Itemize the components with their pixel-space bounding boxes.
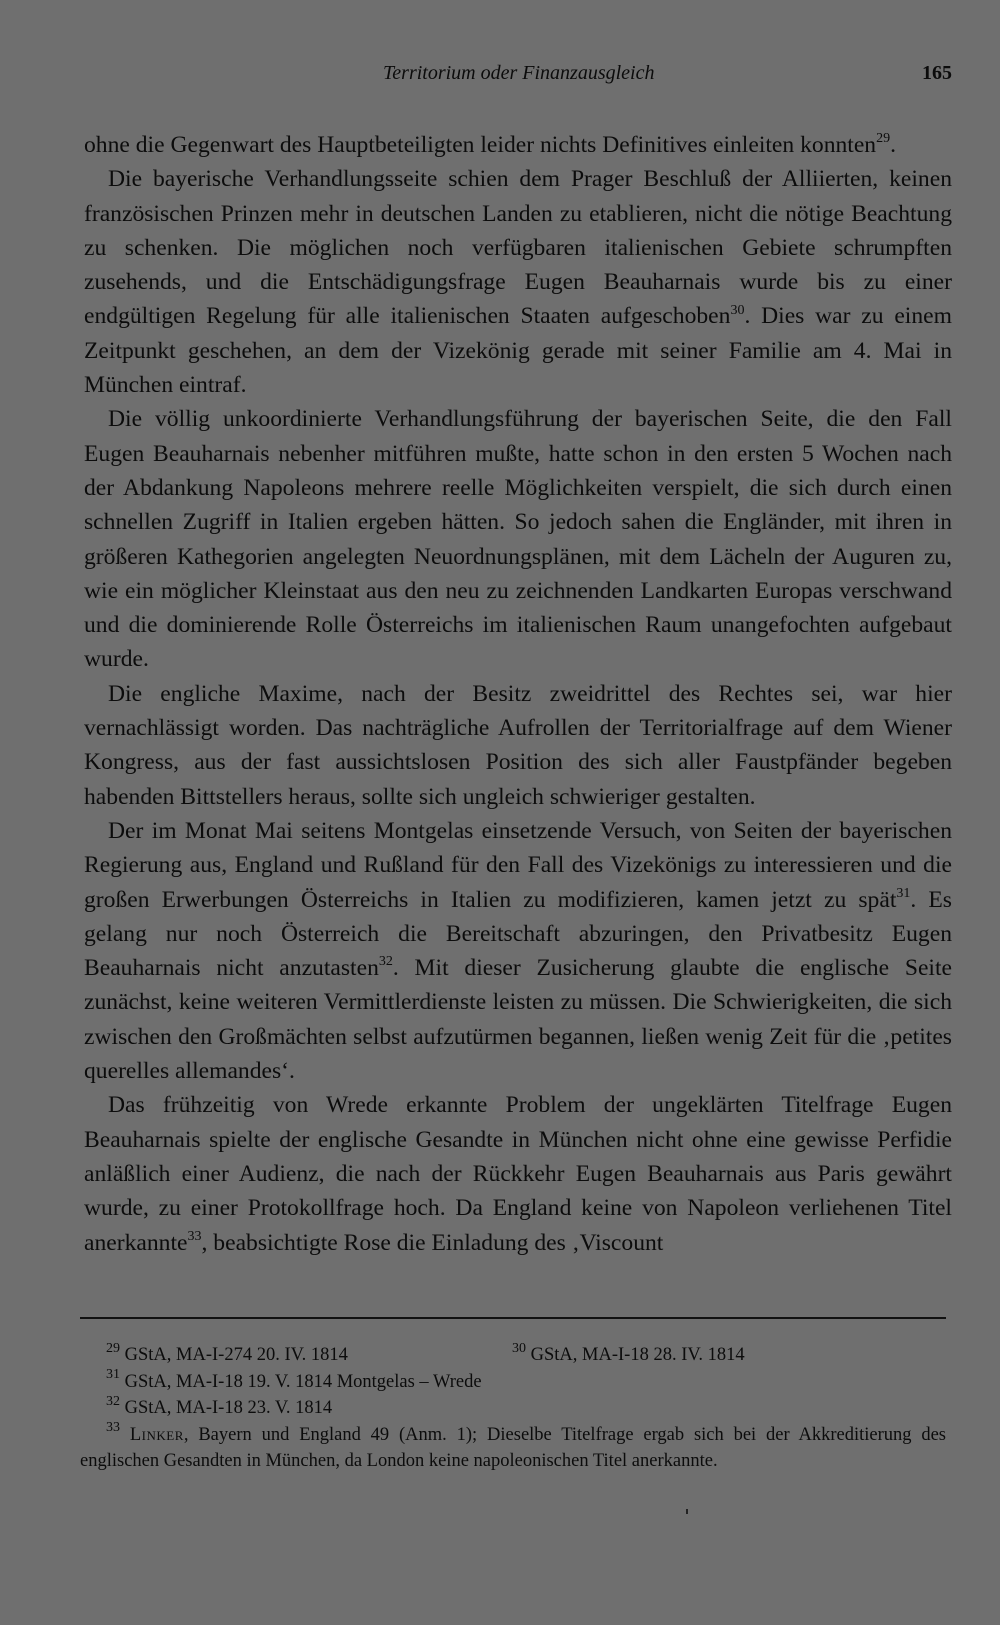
footnote-ref: 30 bbox=[730, 302, 745, 318]
footnote-ref: 29 bbox=[876, 131, 891, 147]
footnote-ref: 31 bbox=[896, 885, 911, 901]
paragraph bbox=[84, 814, 952, 1088]
footnote-author: Linker bbox=[129, 1424, 184, 1445]
footnote-32 bbox=[80, 1395, 946, 1422]
footnote-number: 31 bbox=[106, 1367, 120, 1383]
footnote-number: 32 bbox=[106, 1393, 120, 1409]
footnote-30 bbox=[512, 1342, 745, 1369]
paragraph-text: . Mit dieser Zusicherung glaubte die englische Seite zunächst, keine weiteren Vermittlerdienste leisten zu müssen. Die Schwierigkeiten, die sich zwischen den Großmächten selbst aufzutürmen begannen, ließen wenig Zeit für die ‚petites querelles allemandes‘. bbox=[84, 955, 953, 1085]
paragraph-text: Die engliche Maxime, nach der Besitz zweidrittel des Rechtes sei, war hier vernachlässigt worden. Das nachträgliche Aufrollen der Territorialfrage auf dem Wiener Kongress, aus der fast aussichtslosen Position des sich aller Faustpfänder begeben habenden Bittstellers heraus, sollte sich ungleich schwieriger gestalten. bbox=[84, 680, 952, 810]
paragraph bbox=[84, 1088, 952, 1259]
footnote-number: 30 bbox=[512, 1340, 526, 1356]
footnote-29 bbox=[106, 1340, 348, 1365]
footnote-text: GStA, MA-I-18 23. V. 1814 bbox=[124, 1398, 333, 1418]
page-number: 165 bbox=[922, 62, 952, 84]
footnote-text: , Bayern und England 49 (Anm. 1); Dieselbe Titelfrage ergab sich bei der Akkreditierung des englischen Gesandten in München, da London keine napoleonischen Titel anerkannte. bbox=[80, 1424, 946, 1471]
footnote-number: 29 bbox=[106, 1340, 120, 1356]
footnote-ref: 33 bbox=[187, 1228, 202, 1244]
footnote-text: GStA, MA-I-18 28. IV. 1814 bbox=[530, 1345, 745, 1365]
footnote-33 bbox=[80, 1422, 946, 1475]
paragraph-text: Das frühzeitig von Wrede erkannte Problem der ungeklärten Titelfrage Eugen Beauharnais spielte der englische Gesandte in München nicht ohne eine gewisse Perfidie anläßlich einer Audienz, die nach der Rückkehr Eugen Beauharnais aus Paris gewährt wurde, zu einer Protokollfrage hoch. Da England keine von Napoleon verliehenen Titel anerkannte bbox=[84, 1092, 952, 1256]
paragraph-text: ohne die Gegenwart des Hauptbeteiligten leider nichts Definitives einleiten konnten bbox=[84, 132, 877, 158]
footnote-number: 33 bbox=[106, 1420, 120, 1436]
paragraph-text: Die bayerische Verhandlungsseite schien dem Prager Beschluß der Alliierten, keinen französischen Prinzen mehr in deutschen Landen zu etablieren, nicht die nötige Beachtung zu schenken. Die möglichen noch verfügbaren italienischen Gebiete schrumpften zusehends, und die Entschädigungsfrage Eugen Beauharnais wurde bis zu einer endgültigen Regelung für alle italienischen Staaten aufgeschoben bbox=[84, 166, 952, 330]
footnote-text: GStA, MA-I-18 19. V. 1814 Montgelas – Wrede bbox=[124, 1371, 482, 1392]
running-header bbox=[82, 62, 952, 92]
footnote-divider bbox=[80, 1317, 946, 1319]
paragraph bbox=[84, 162, 952, 402]
paragraph-text: . bbox=[890, 132, 897, 158]
body-text bbox=[84, 128, 952, 1260]
paragraph bbox=[84, 402, 952, 676]
paragraph bbox=[84, 677, 952, 814]
footnote-row bbox=[80, 1342, 946, 1369]
footnote-ref: 32 bbox=[378, 954, 393, 970]
scan-speck bbox=[686, 1509, 688, 1514]
paragraph-text: Der im Monat Mai seitens Montgelas einsetzende Versuch, von Seiten der bayerischen Regierung aus, England und Rußland für den Fall des Vizekönigs zu interessieren und die großen Erwerbungen Österreichs in Italien zu modifizieren, kamen jetzt zu spät bbox=[84, 817, 952, 913]
paragraph-text: . Dies war zu einem Zeitpunkt geschehen, an dem der Vizekönig gerade mit seiner Familie am 4. Mai in München eintraf. bbox=[84, 303, 952, 399]
paragraph-text: , beabsichtigte Rose die Einladung des ‚Viscount bbox=[201, 1229, 664, 1256]
footnote-text: GStA, MA-I-274 20. IV. 1814 bbox=[124, 1345, 348, 1365]
paragraph bbox=[84, 128, 952, 162]
paragraph-text: Die völlig unkoordinierte Verhandlungsführung der bayerischen Seite, die den Fall Eugen Beauharnais nebenher mitführen mußte, hatte schon in den ersten 5 Wochen nach der Abdankung Napoleons mehrere reelle Möglichkeiten verspielt, die sich durch einen schnellen Zugriff in Italien ergeben hätten. So jedoch sahen die Engländer, mit ihren in größeren Kathegorien angelegten Neuordnungsplänen, mit dem Lächeln der Auguren zu, wie ein möglicher Kleinstaat aus den neu zu zeichnenden Landkarten Europas verschwand und die dominierende Rolle Österreichs im italienischen Raum unangefochten aufgebaut wurde. bbox=[84, 406, 952, 673]
running-title: Territorium oder Finanzausgleich bbox=[383, 62, 655, 84]
footnotes bbox=[80, 1342, 946, 1475]
paragraph-text: . Es gelang nur noch Österreich die Bereitschaft abzuringen, den Privatbesitz Eugen Beauharnais nicht anzutasten bbox=[84, 886, 952, 982]
footnote-31 bbox=[80, 1369, 946, 1396]
